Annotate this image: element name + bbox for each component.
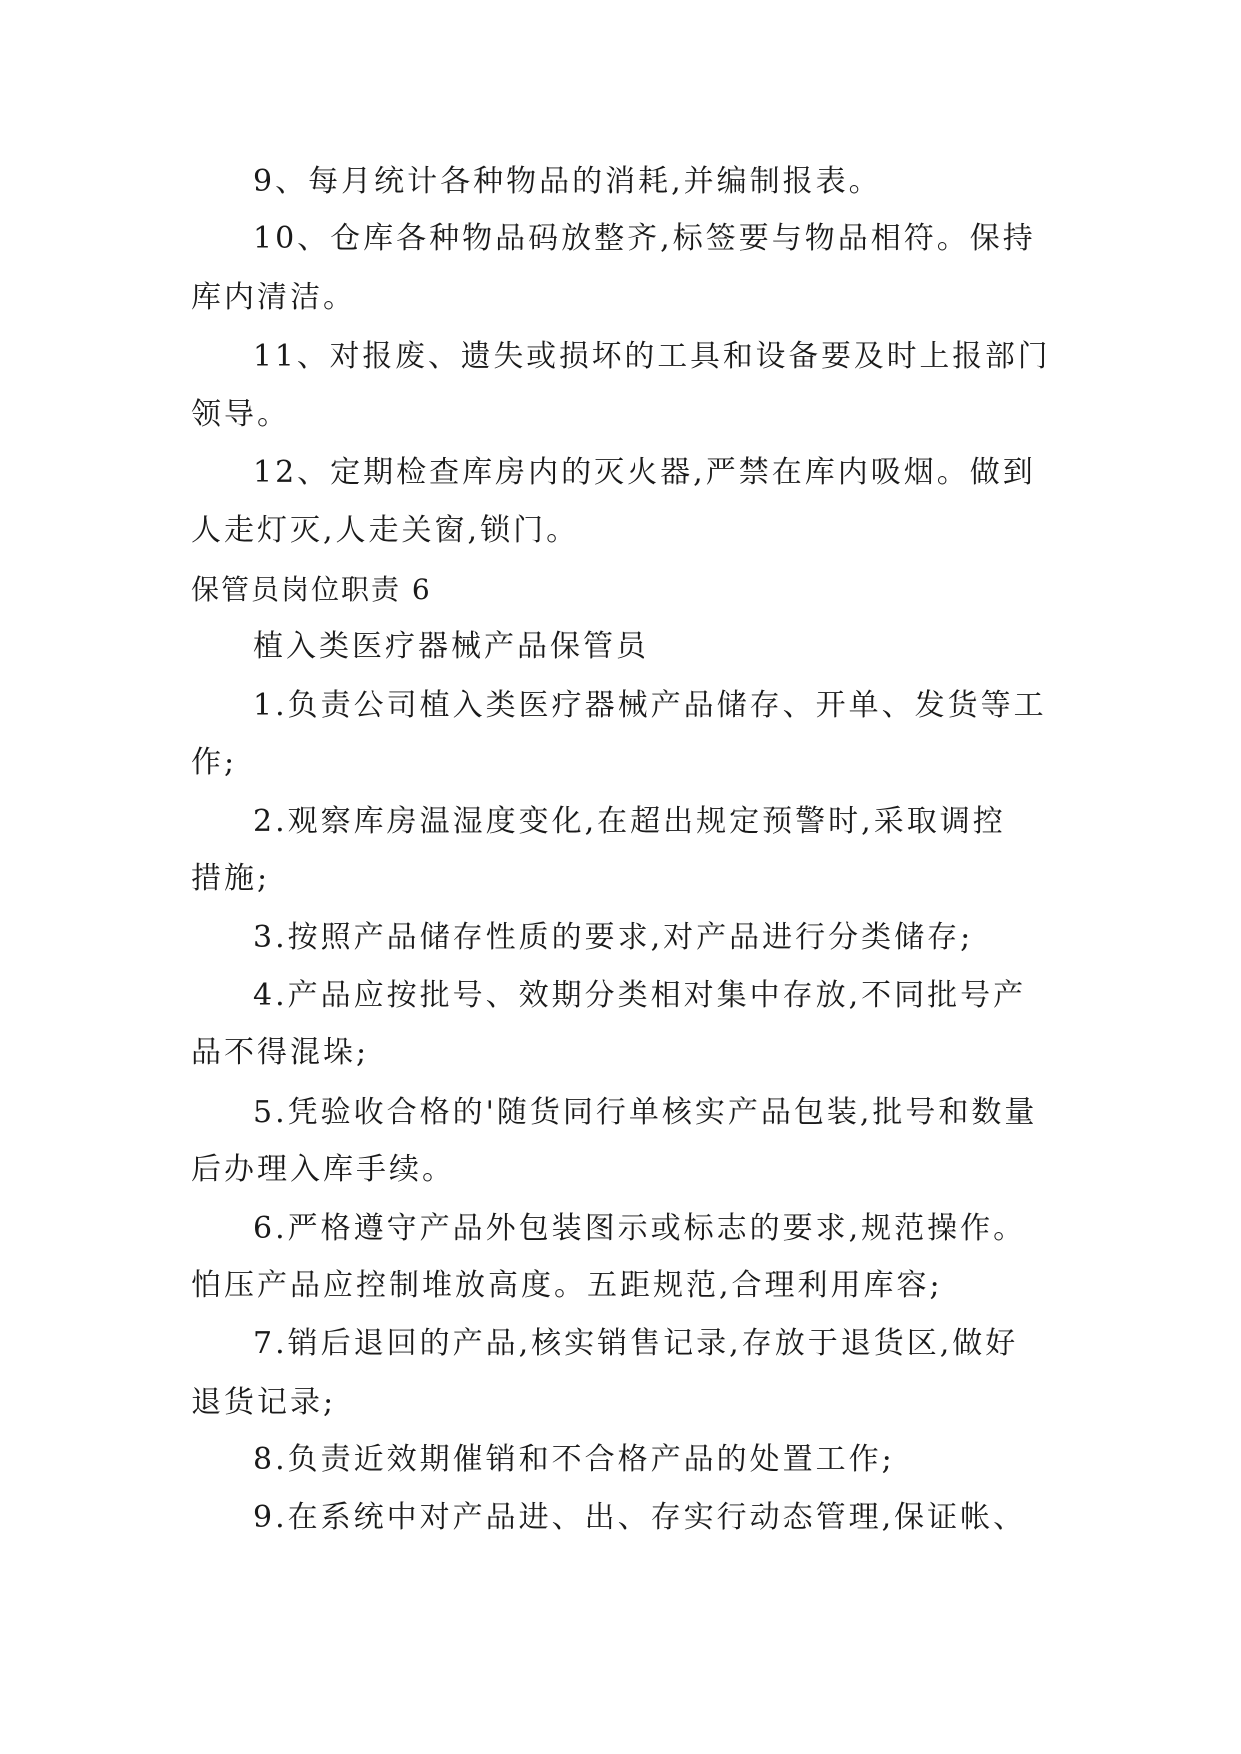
paragraph-line: 3.按照产品储存性质的要求,对产品进行分类储存; bbox=[253, 920, 974, 955]
paragraph-line: 品不得混垛; bbox=[191, 1035, 370, 1070]
paragraph-line: 12、定期检查库房内的灭火器,严禁在库内吸烟。做到 bbox=[253, 455, 1036, 490]
paragraph-line: 作; bbox=[191, 745, 238, 780]
paragraph-line: 10、仓库各种物品码放整齐,标签要与物品相符。保持 bbox=[253, 221, 1036, 256]
paragraph-line: 9、每月统计各种物品的消耗,并编制报表。 bbox=[253, 164, 882, 199]
paragraph-line: 4.产品应按批号、效期分类相对集中存放,不同批号产 bbox=[253, 978, 1027, 1013]
paragraph-line: 后办理入库手续。 bbox=[191, 1152, 455, 1187]
paragraph-line: 人走灯灭,人走关窗,锁门。 bbox=[191, 513, 580, 548]
paragraph-line: 6.严格遵守产品外包装图示或标志的要求,规范操作。 bbox=[253, 1211, 1027, 1246]
paragraph-line: 7.销后退回的产品,核实销售记录,存放于退货区,做好 bbox=[253, 1326, 1019, 1361]
paragraph-line: 怕压产品应控制堆放高度。五距规范,合理利用库容; bbox=[191, 1268, 943, 1303]
paragraph-line: 领导。 bbox=[191, 397, 290, 432]
paragraph-line: 2.观察库房温湿度变化,在超出规定预警时,采取调控 bbox=[253, 804, 1006, 839]
section-heading: 保管员岗位职责 6 bbox=[191, 573, 432, 606]
paragraph-line: 库内清洁。 bbox=[191, 280, 356, 315]
paragraph-line: 1.负责公司植入类医疗器械产品储存、开单、发货等工 bbox=[253, 688, 1047, 723]
paragraph-line: 9.在系统中对产品进、出、存实行动态管理,保证帐、 bbox=[253, 1500, 1027, 1535]
paragraph-line: 8.负责近效期催销和不合格产品的处置工作; bbox=[253, 1442, 895, 1477]
paragraph-line: 退货记录; bbox=[191, 1385, 337, 1420]
paragraph-line: 5.凭验收合格的'随货同行单核实产品包装,批号和数量 bbox=[253, 1095, 1038, 1130]
paragraph-line: 植入类医疗器械产品保管员 bbox=[253, 629, 649, 664]
paragraph-line: 11、对报废、遗失或损坏的工具和设备要及时上报部门 bbox=[253, 339, 1051, 374]
paragraph-line: 措施; bbox=[191, 861, 271, 896]
